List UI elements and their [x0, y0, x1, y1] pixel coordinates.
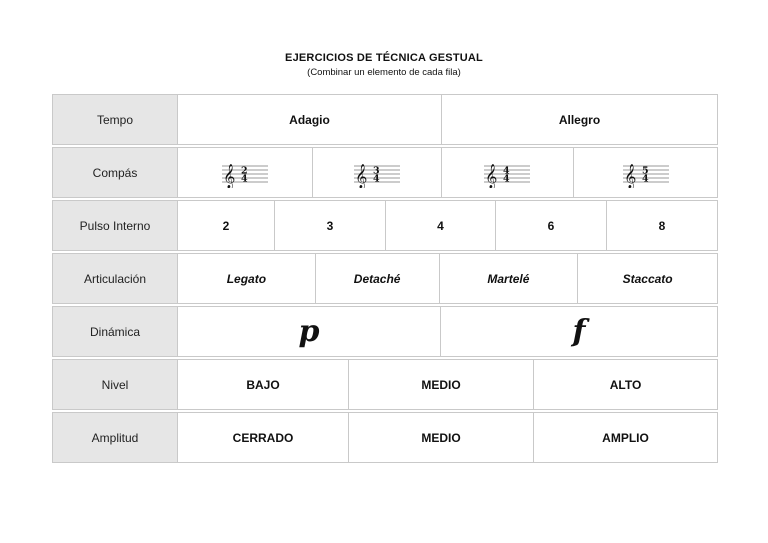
time-signature-cell [573, 147, 718, 198]
time-signature-top: 4 [503, 165, 511, 176]
svg-text:𝄞: 𝄞 [354, 163, 368, 188]
time-signature-bottom: 4 [641, 173, 649, 184]
time-signature-top: 2 [240, 165, 248, 176]
pulse-option: 2 [177, 200, 275, 251]
row-amplitud [52, 412, 717, 463]
svg-text:𝄞: 𝄞 [623, 163, 637, 188]
articulation-option: Detaché [315, 253, 440, 304]
pulse-option: 3 [274, 200, 386, 251]
dynamic-piano-mark: p [177, 306, 441, 357]
dynamic-forte-mark: f [440, 306, 718, 357]
time-signature-bottom: 4 [503, 173, 511, 184]
time-signature-cell [177, 147, 313, 198]
time-signature-bottom: 4 [372, 173, 380, 184]
pulse-option: 4 [385, 200, 496, 251]
row-label-pulso-interno: Pulso Interno [52, 200, 178, 251]
time-signature-cell [441, 147, 575, 198]
tempo-option: Allegro [441, 94, 718, 145]
pulse-option: 8 [606, 200, 718, 251]
row-label-dinamica: Dinámica [52, 306, 178, 357]
document-subtitle: (Combinar un elemento de cada fila) [307, 67, 461, 78]
time-signature-cell [312, 147, 442, 198]
row-dinamica [52, 306, 717, 357]
row-label-nivel: Nivel [52, 359, 178, 410]
row-nivel [52, 359, 717, 410]
treble-clef-icon [220, 158, 270, 188]
articulation-option: Legato [177, 253, 316, 304]
svg-text:𝄞: 𝄞 [222, 163, 236, 188]
level-option: MEDIO [348, 359, 534, 410]
row-label-articulacion: Articulación [52, 253, 178, 304]
treble-clef-icon [621, 158, 671, 188]
treble-clef-icon [352, 158, 402, 188]
time-signature-top: 3 [372, 165, 380, 176]
level-option: ALTO [533, 359, 718, 410]
row-label-tempo: Tempo [52, 94, 178, 145]
pulse-option: 6 [495, 200, 607, 251]
time-signature-bottom: 4 [240, 173, 248, 184]
level-option: BAJO [177, 359, 349, 410]
row-articulacion [52, 253, 717, 304]
treble-clef-icon [482, 158, 532, 188]
tempo-option: Adagio [177, 94, 442, 145]
row-label-amplitud: Amplitud [52, 412, 178, 463]
time-signature-top: 5 [641, 165, 649, 176]
svg-text:𝄞: 𝄞 [485, 163, 498, 188]
articulation-option: Staccato [577, 253, 718, 304]
row-pulso-interno [52, 200, 717, 251]
amplitude-option: AMPLIO [533, 412, 718, 463]
amplitude-option: MEDIO [348, 412, 534, 463]
amplitude-option: CERRADO [177, 412, 349, 463]
exercise-table [52, 94, 717, 465]
row-label-compas: Compás [52, 147, 178, 198]
row-compas [52, 147, 717, 198]
articulation-option: Martelé [439, 253, 579, 304]
document-title: EJERCICIOS DE TÉCNICA GESTUAL [285, 52, 483, 64]
row-tempo [52, 94, 717, 145]
